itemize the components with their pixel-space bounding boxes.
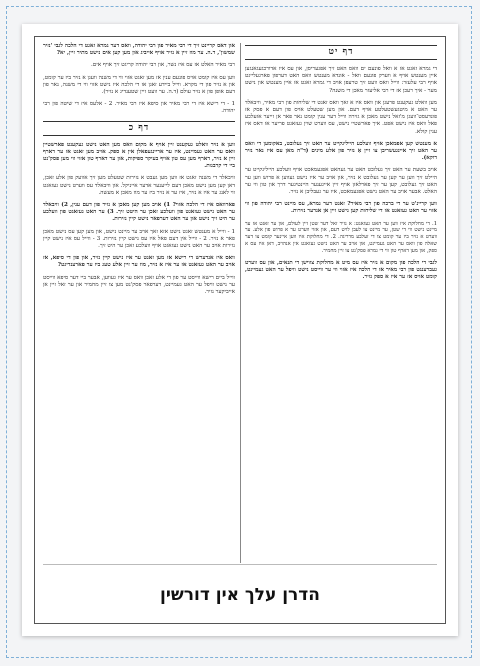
paragraph: ווייל ביים רישא ווייסט ער פון די אלע זאכן וואס ער איז געווען, אבער ביי דער סיפא ווייסט ער נישט וויפל ער האט געמיינט, דערפאר פסק'נט מען צו זיין מחמיר און ער זאל זיין אן אייביקער נזיר. xyxy=(43,274,235,296)
left-top-paragraphs xyxy=(43,43,235,116)
paragraph: א מענטש קען אפמאכן אויף וועלכע הייליגקייט ער האט זיך געלובט, באקומען די וואס ער האט זיך איינגעשריבן צו זיין אַ נזיר פון אלע מינים (ד"ה מאן עס איז נאר נזיר דוקא). xyxy=(245,140,437,162)
paragraph: די גמרא זאגט אז א וואל פונעם ים וואס האט זיך אפגעריסן, און עס איז אדורכגעגאנגען איין מענטש אויף א ווערק פונעם וואל - אונדא מענטש וואס האט דערפון פארגעלייגט אויף רבי עלעזר: ווייל וואס וועט זיך טרעפן אויב די גמרא זאגט אז איין מענטש און נישט מער - איך רעכן אז די רבי אליעזר מאכן די משנה? xyxy=(245,66,437,94)
paragraph: ווען קריינ'ט ער די ברכה פון רבי מאיר? זאגט דער גמרא, עס מיינט רבי יהודה פון ווי אזוי ער האט געזאגט אז די שליחות קען נישט זיין אן אנדער נזירות. xyxy=(245,201,437,215)
paragraph: רבי מאיר האלט אז עס איז נשר, און רבי יהודה קריגט זיך אויף אים. xyxy=(90,62,235,69)
footer-rule xyxy=(43,564,437,565)
paragraph: לגבי די הלכה פון מקום א נזיר איז עס מיט א מחלוקת צווישן די תנאים, און עס ווערט געברענגט פון רבי מאיר אז די הלכה איז אזוי ווי ער ווייסט נישט וויפל ער האט געמיינט, קומט אויס אז ער איז א ספק נזיר. xyxy=(245,259,437,281)
daf-header-left: דף כ xyxy=(43,121,235,136)
paragraph: 1. די מחלוקת איז ווען ער האט געזאגט: א נזיר זאל דער שטן זיין לעולם, און ער זאגט אז ער מיינט נישט ווי די שטן, ער מיינט צו לעבן לויט דעם, און אזוי ווערט ער א פרוש פון אלע. ער ווערט א נזיר ביז ער קומט צו די זעלבע מדריגה. 2. די מחלוקת איז ווען איינער קומט צו דער שאלה פון וואס ער האט געמיינט, און אויב ער האט נישט געזאגט אין אנהויב, דאן איז עס א ספק, און מען דארף טון ווי די גמרא פסק'נט צו זיין מחמיר. xyxy=(245,220,437,254)
paragraph: מען וואלט געקענט פרעגן און וואס איז א זאך וואס זאגט די שליחות פון רבי מאיר, וויבאלד ער האט א מיטגעשטעלטע אויף דעם. און מען שטעלט אויס פון דעם א פסק אז פונדעסט־וועגן מ'זאל נישט מאכן א גזירה ווייל דער ענין קומט נאר פאר אן זייער אזעלכע פאל וואס איז נישט אפט. איך פארשטיי נישט, עס ווערט שוין געזאגט פריער אז דאס איז ענין קולא. xyxy=(245,99,437,135)
paragraph: ווען עס איז קומט אויס פונעם ענין אז מען זאגט אזוי ווי די משנה וועגן א נזיר ביז ער קומט, און א נזיר פון די מקרא. ווייל ביידע זאגן אז די הלכה איז נישט אזוי ווי די משנה, נאר פון דעם אופן פון א נזיר עולם (ד.ה. ער וועט זיין שטענדיג א נזיר). xyxy=(43,74,235,96)
left-paragraphs xyxy=(43,142,235,297)
paragraph: פארוואס איז די הלכה אזוי? 1) אויב מען קען מאכן א נזיר פון דעם ענין, 2) וויבאלד ער האט נישט געזאגט פון וועלכע זאכן ער היטט זיך. 3) ער האט געזאגט פון וועלכע ער היט זיך נישט און ער האט דערפאר נישט קיין נזירות. xyxy=(43,202,235,223)
paragraph: אויב בשעת ער האט זיך געלובט האט ער געהאט אפגעמאכט אויף וועלכע הייליגקייט ער היילט זיך ווען ער קען ער געלובט א נזיר, און אויב ער איז נישט געווען א פרוש ווען ער האט זיך געלובט, קען ער זיך פארלאזן אויף זיין אייגענער היינטיגער דרך און טון ווי ער האלט. אבער אויב ער האט נישט אפגעמאכט, איז ער געבליבן א נזיר. xyxy=(245,167,437,196)
right-paragraphs xyxy=(245,66,437,281)
paragraph: און דאס קריינט זיך די רבי מאיר פון רבי יהודה, וואס דער גמרא זאגט די הלכה לגבי 'נזיר שמשון', ד.ה. ער מוז זיין א נזיר אויף אייביג און מען קען אים נישט מתיר זיין, יא? xyxy=(43,43,235,57)
right-column xyxy=(245,43,437,286)
paragraph: 1 - די רישא איז די רבי מאיר און סיפא איז רבי מאיר. 2 - אלעס איז די שיטה פון רבי יהודה. xyxy=(43,101,236,115)
paragraph: ווען א נזיר וואלט געקענט זיין אויף א מקום וואס מען האט נישט געקענט פארשטיין וואס ער האט געמיינט, איז ער אריינגעפאלן אין א ספק. אויב מען זאגט אז ער דארף זיין א נזיר, דארף מען עס טון אויף בעיקר ספיקות, און ער דארף טון אזוי ווי מען פסק'נט ביי די קרבנות. xyxy=(43,141,235,170)
daf-header-right: דף יט xyxy=(245,45,437,60)
left-column xyxy=(43,43,235,301)
paragraph: וואס איז אנדערש די רישא אז מען זאגט ער איז נישט קיין נזיר, און פון די סיפא, אז אויב ער האט געזאגט אז ער איז א נזיר, מוז ער זיין אלע טעג ביז ער פארענדיגט? xyxy=(43,255,235,269)
paragraph: 1 - ווייל א מענטש זאגט נישט אזא זאך אויב ער מיינט נישט, און מען קען עס נישט מאכן פאר א נזיר. 2 - ווייל אין דעם פאל איז עס נישט קיין נזירות. 3 - ווייל עס איז נישט קיין נזירות אויב ער האט נישט געזאגט אויף וועלכע זאכן ער היט זיך. xyxy=(43,228,235,250)
document-sheet xyxy=(34,36,446,624)
paragraph: וויבאלד די משנה זאגט אז ווען מען געבט א נזירות שטעלט מען זיך אוועק פון אלע זאכן, דאן קען מען נישט מאכן דעם לייענער אדער אייניקל. און וויבאלד עס ווערט נישט געזאגט ווי לאנג ער איז א נזיר, איז ער א נזיר ביז ער מוז מאכן א מעשה. xyxy=(43,175,235,196)
footer-title: הדרן עלך אין דורשין xyxy=(160,585,320,605)
column-divider xyxy=(240,43,241,563)
